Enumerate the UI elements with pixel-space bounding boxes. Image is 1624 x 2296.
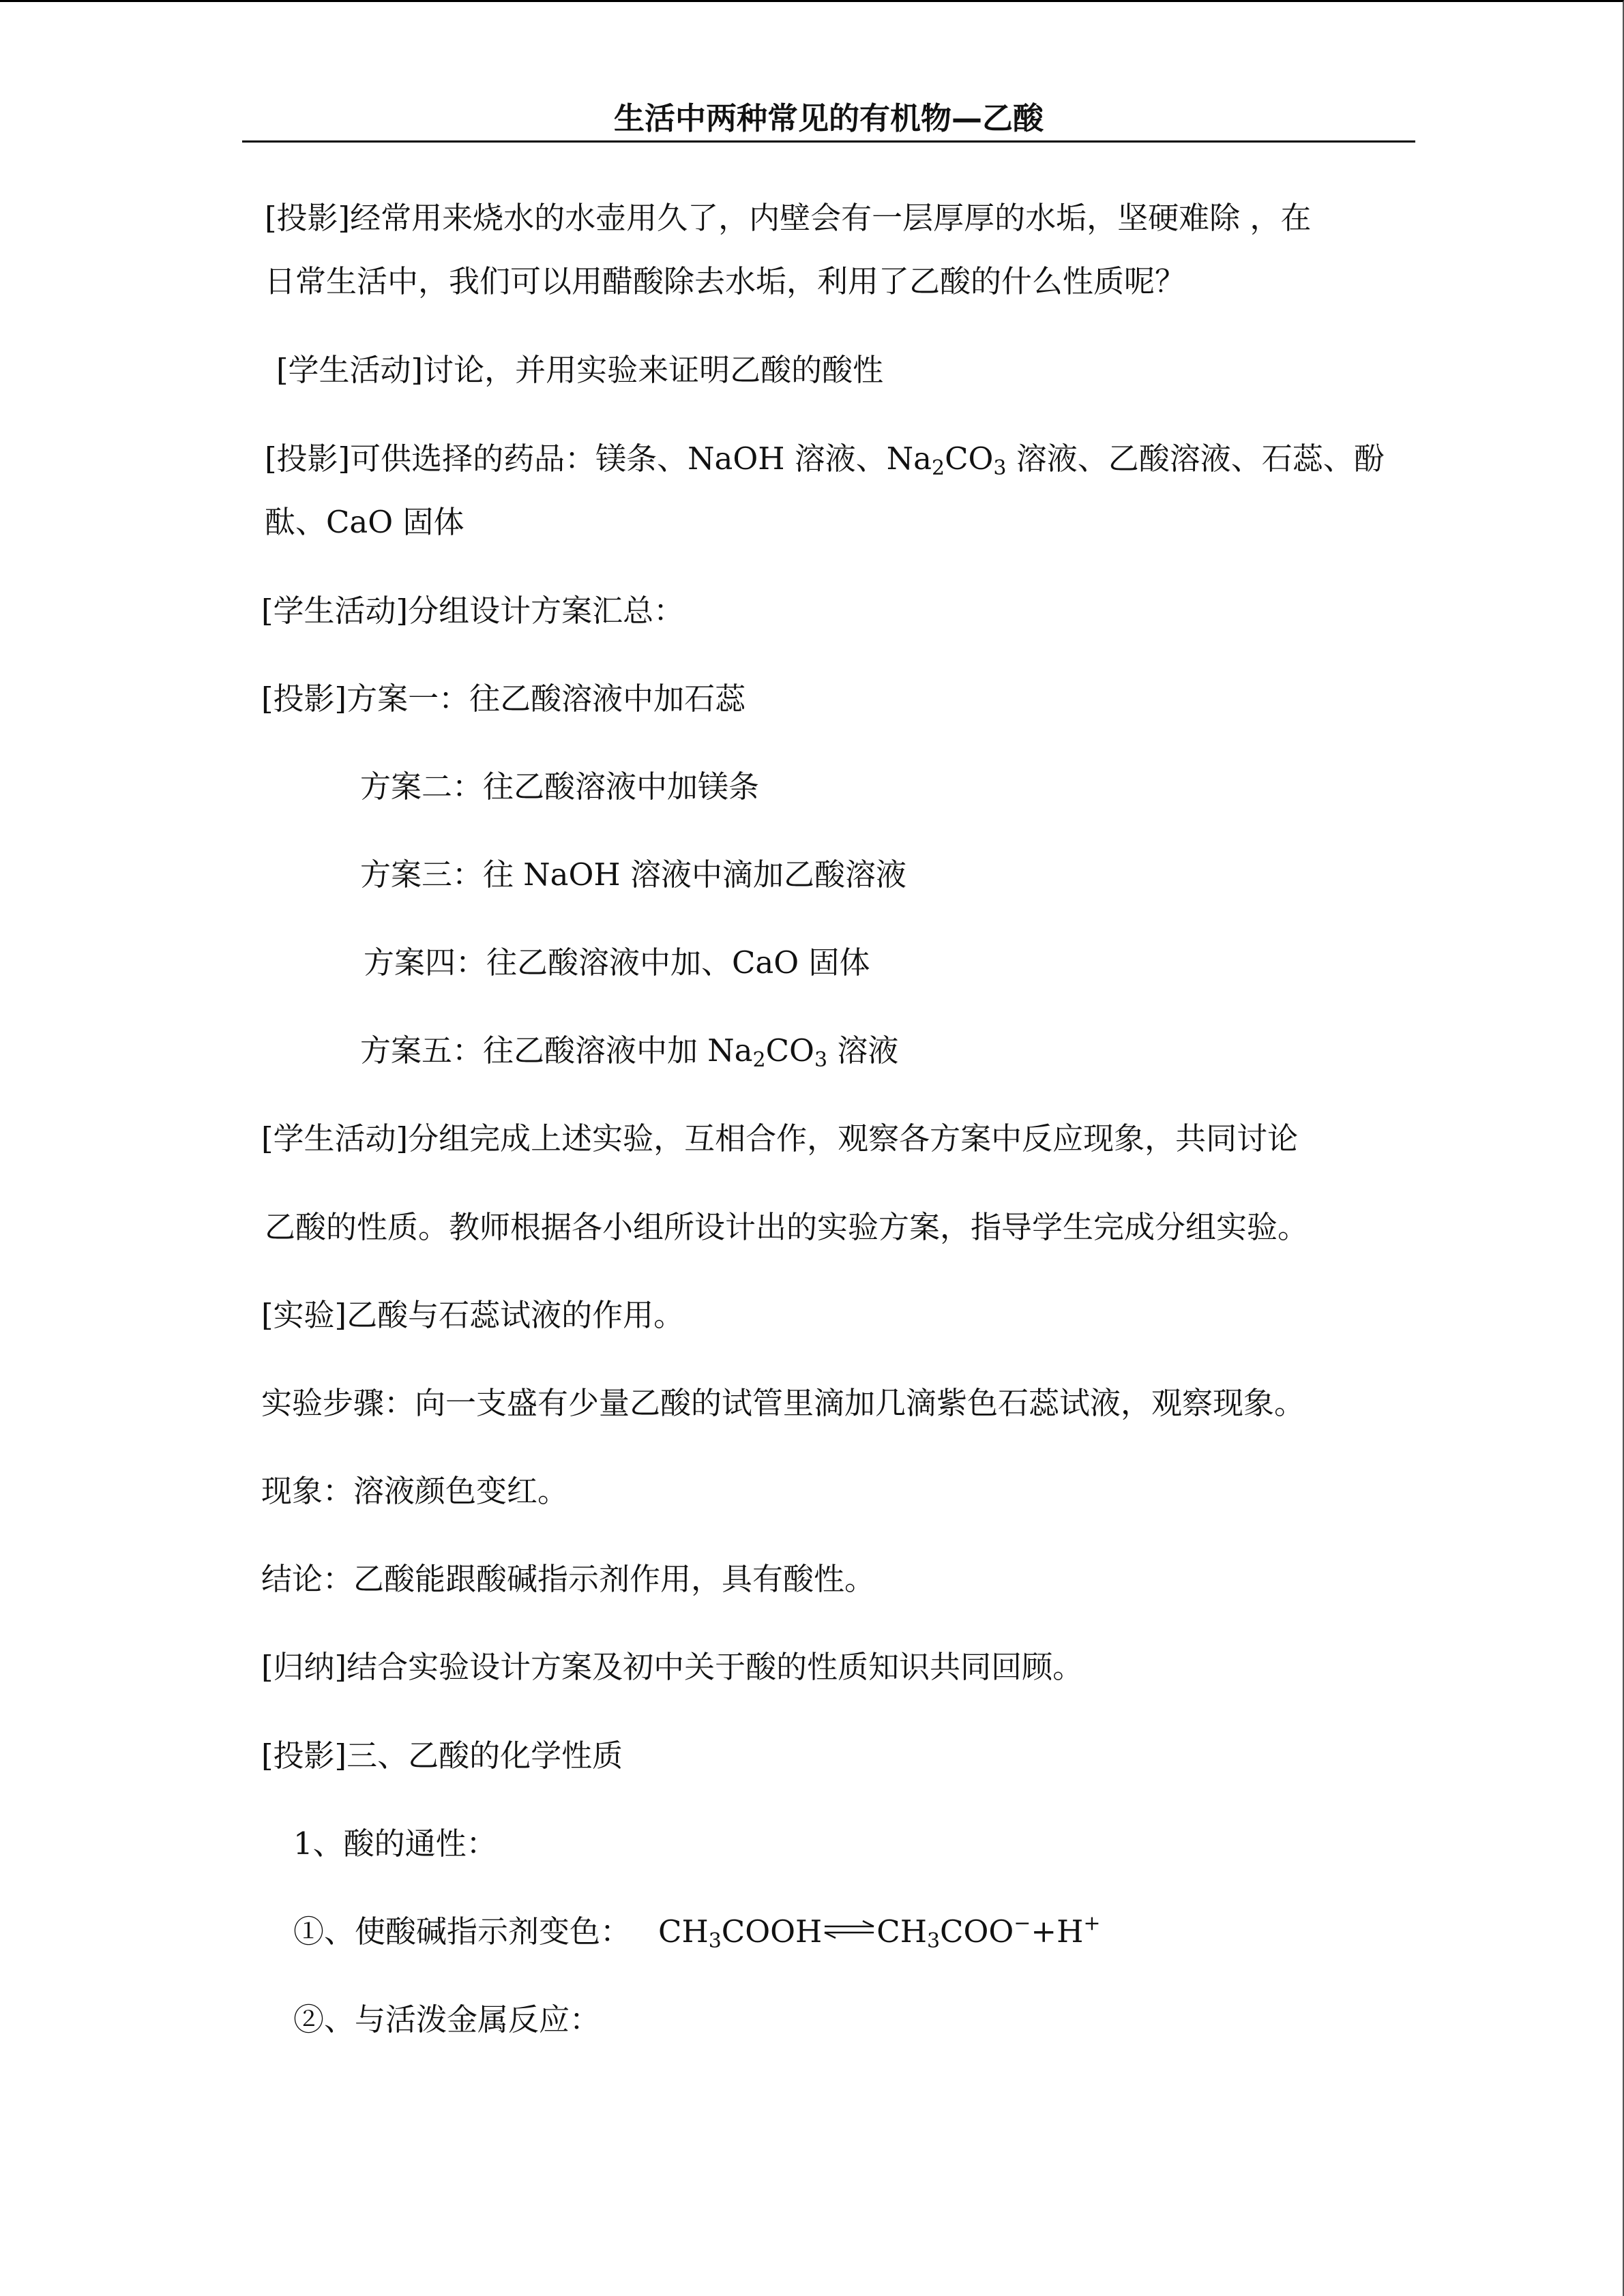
formula-segment: +H [1031, 1913, 1084, 1950]
formula-segment: CH [876, 1913, 927, 1950]
text-line: [投影]经常用来烧水的水壶用久了，内壁会有一层厚厚的水垢，坚硬难除 ，在 [265, 200, 1312, 236]
text-segment: ①、使酸碱指示剂变色： [293, 1913, 632, 1950]
text-line: [投影]方案一：往乙酸溶液中加石蕊 [261, 681, 746, 717]
subscript: 3 [926, 1929, 941, 1953]
text-line [265, 438, 1385, 479]
subscript: 2 [931, 456, 945, 480]
equation-line [293, 1911, 1101, 1952]
subscript: 3 [814, 1048, 828, 1072]
text-line: [实验]乙酸与石蕊试液的作用。 [261, 1297, 685, 1333]
text-line: 日常生活中，我们可以用醋酸除去水垢，利用了乙酸的什么性质呢？ [265, 263, 1186, 299]
text-line: ②、与活泼金属反应： [293, 2001, 601, 2038]
text-line: 方案四：往乙酸溶液中加、CaO 固体 [364, 944, 870, 981]
text-line: 现象：溶液颜色变红。 [261, 1473, 569, 1509]
formula-segment: COO [940, 1913, 1014, 1950]
text-line [360, 1030, 898, 1071]
text-segment: CO [765, 1032, 814, 1069]
formula-segment: COOH [721, 1913, 823, 1950]
subscript: 2 [752, 1048, 766, 1072]
page-title: 生活中两种常见的有机物—乙酸 [613, 100, 1044, 136]
text-line: [学生活动]分组完成上述实验，互相合作，观察各方案中反应现象，共同讨论 [261, 1120, 1299, 1157]
text-segment: 方案五：往乙酸溶液中加 Na [360, 1032, 753, 1069]
text-line: [学生活动]讨论，并用实验来证明乙酸的酸性 [276, 352, 884, 388]
text-line: 结论：乙酸能跟酸碱指示剂作用，具有酸性。 [261, 1561, 876, 1597]
text-segment: CO [945, 441, 994, 477]
text-line: 酞、CaO 固体 [265, 504, 464, 540]
text-line: 方案二：往乙酸溶液中加镁条 [360, 769, 760, 805]
superscript: − [1014, 1911, 1031, 1935]
text-line: 乙酸的性质。教师根据各小组所设计出的实验方案，指导学生完成分组实验。 [265, 1209, 1309, 1245]
formula-segment: CH [658, 1913, 709, 1950]
superscript: + [1083, 1911, 1101, 1935]
text-line: [投影]三、乙酸的化学性质 [261, 1738, 623, 1774]
text-segment: 溶液 [827, 1032, 899, 1069]
subscript: 3 [708, 1929, 722, 1953]
text-line: 1、酸的通性： [293, 1825, 497, 1862]
text-segment: 溶液、乙酸溶液、石蕊、酚 [1006, 441, 1385, 477]
text-line: 方案三：往 NaOH 溶液中滴加乙酸溶液 [360, 856, 906, 893]
subscript: 3 [993, 456, 1007, 480]
text-segment: [投影]可供选择的药品：镁条、NaOH 溶液、Na [265, 441, 932, 477]
equilibrium-arrows-icon [822, 1919, 876, 1939]
text-line: [归纳]结合实验设计方案及初中关于酸的性质知识共同回顾。 [261, 1649, 1084, 1685]
text-line: 实验步骤：向一支盛有少量乙酸的试管里滴加几滴紫色石蕊试液，观察现象。 [261, 1385, 1305, 1421]
text-line: [学生活动]分组设计方案汇总： [261, 593, 685, 629]
